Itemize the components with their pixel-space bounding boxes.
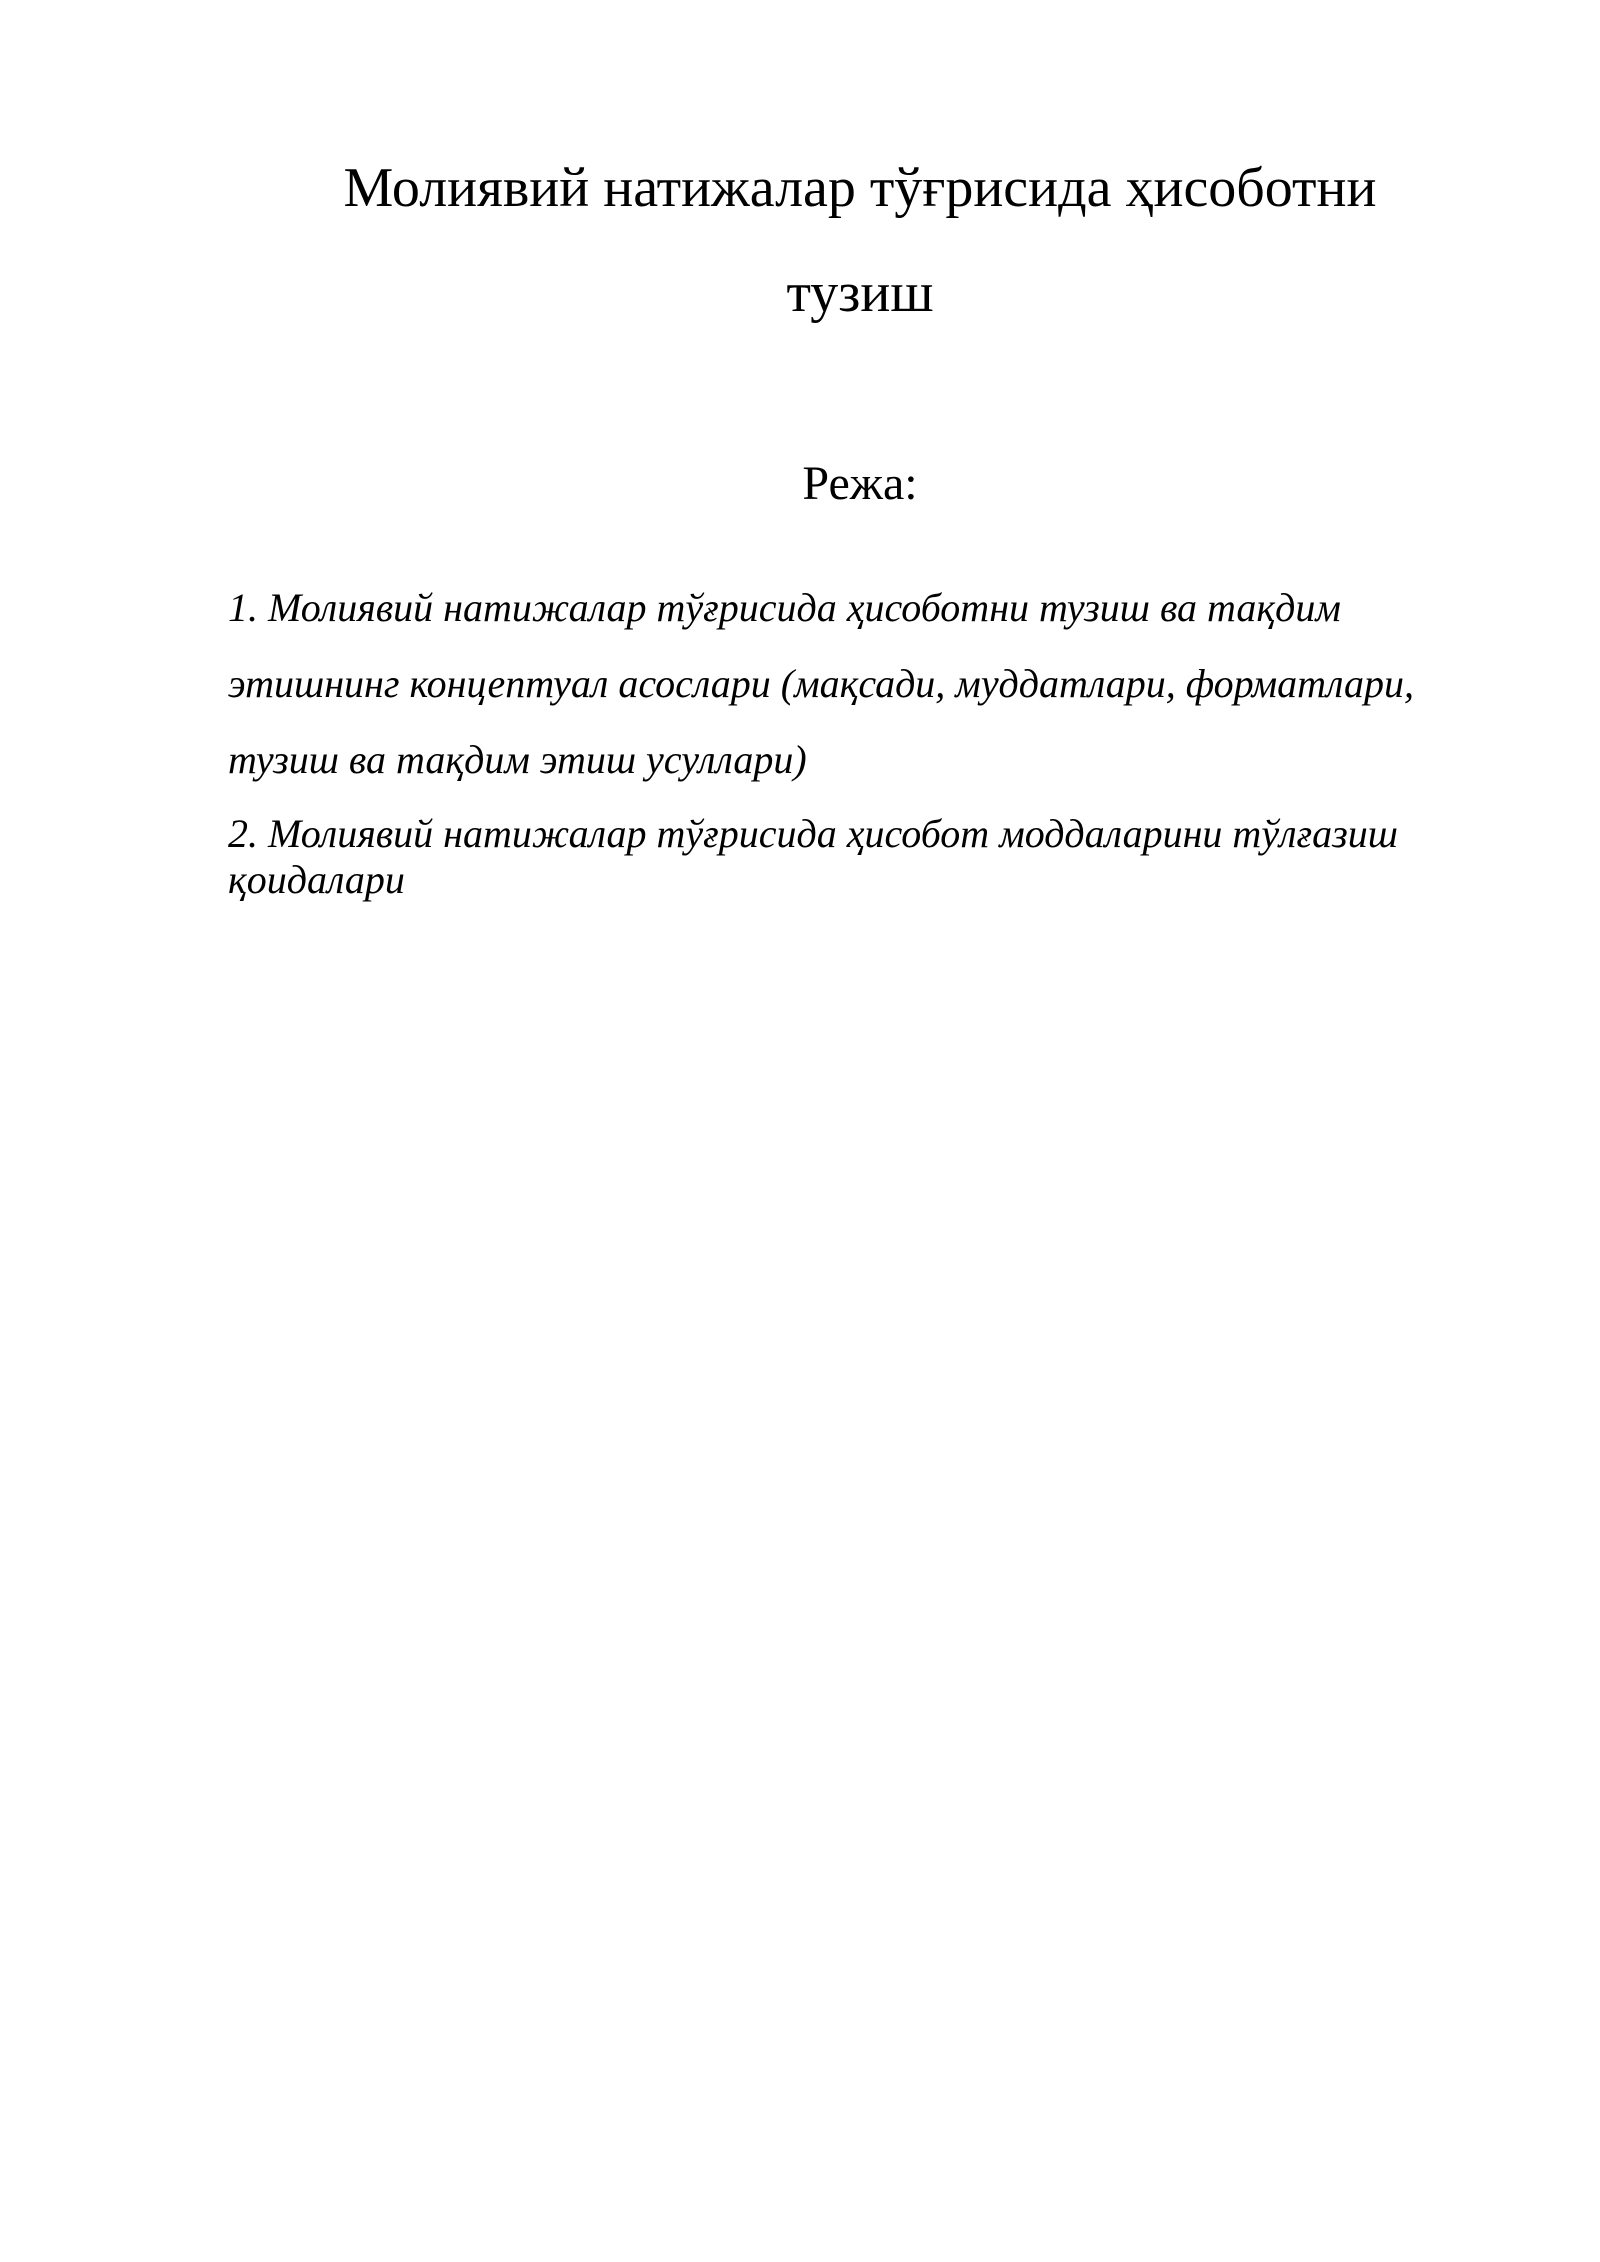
document-title-line-1: Молиявий натижалар тўғрисида ҳисоботни <box>343 157 1377 219</box>
plan-item-number: 2. <box>228 811 258 856</box>
plan-list <box>228 570 1478 903</box>
plan-item-text: Молиявий натижалар тўғрисида ҳисобот моддаларини тўлғазиш қоидалари <box>228 811 1398 902</box>
plan-item-text: Молиявий натижалар тўғрисида ҳисоботни тузиш ва тақдим этишнинг концептуал асослари (мақсади, муддатлари, форматлари, тузиш ва тақдим этиш усуллари) <box>228 585 1414 782</box>
plan-item-1 <box>228 570 1478 798</box>
plan-item-2 <box>228 811 1478 903</box>
plan-heading: Режа: <box>802 457 918 510</box>
document-title-line-2: тузиш <box>786 262 934 324</box>
plan-item-number: 1. <box>228 585 258 630</box>
